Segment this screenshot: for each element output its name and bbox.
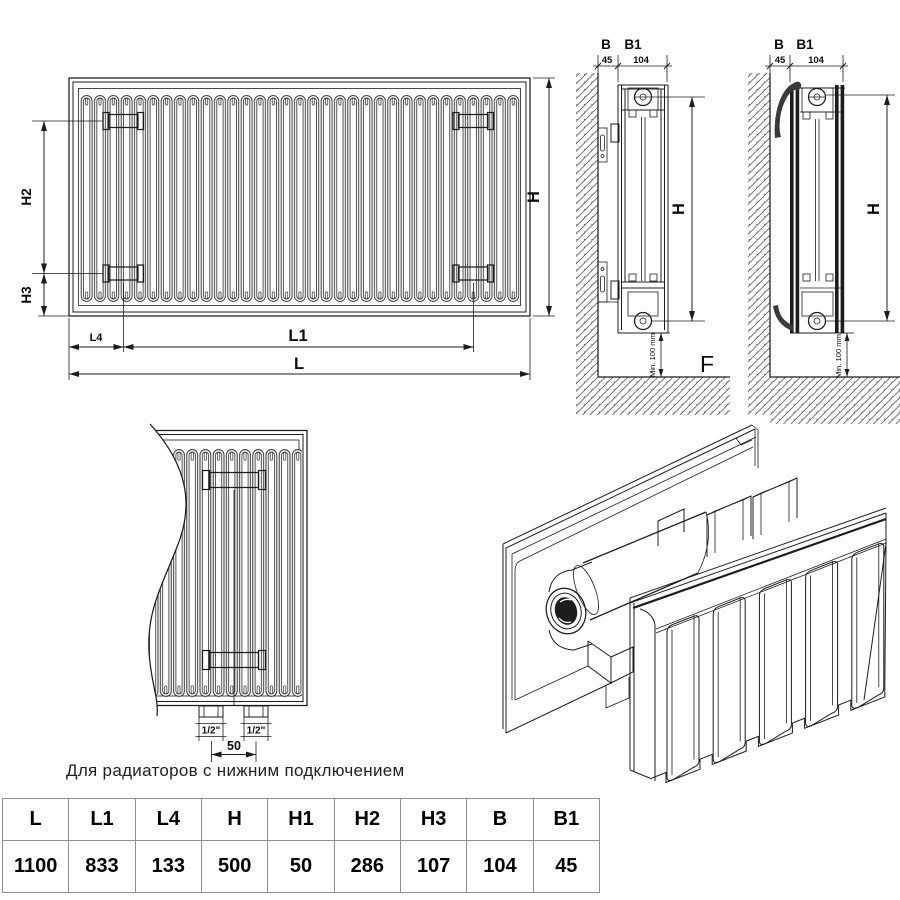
wall-hatch-2 bbox=[748, 73, 770, 415]
dim-value: 104 bbox=[467, 841, 533, 893]
dim-label-b-sv2: B bbox=[774, 37, 784, 52]
dim-label-l1: L1 bbox=[288, 327, 308, 345]
col-header: H1 bbox=[268, 799, 334, 841]
thread-size-left: 1/2" bbox=[201, 725, 221, 737]
dim-value: 286 bbox=[334, 841, 400, 893]
bottom-connection-caption: Для радиаторов с нижним подключением bbox=[66, 761, 405, 780]
threaded-port bbox=[541, 562, 592, 650]
dim-value: 500 bbox=[201, 841, 267, 893]
dim-45-sv1: 45 bbox=[601, 55, 613, 66]
side-view-2 bbox=[748, 37, 900, 424]
dim-label-h-front: H bbox=[525, 191, 543, 203]
floor-hatch bbox=[598, 377, 730, 415]
dim-value: 133 bbox=[135, 841, 201, 893]
dim-value: 1100 bbox=[3, 841, 69, 893]
lower-port-block bbox=[588, 641, 633, 708]
dim-label-h-sv1: H bbox=[670, 203, 688, 215]
wall-bracket-bottom bbox=[598, 262, 619, 302]
dim-label-l: L bbox=[293, 355, 305, 373]
dim-label-l4: L4 bbox=[89, 332, 103, 344]
bottom-connection-stubs bbox=[199, 706, 268, 717]
front-view bbox=[19, 78, 555, 380]
min-clearance-sv1: Min. 100 mm bbox=[648, 333, 657, 377]
col-header: L bbox=[3, 799, 69, 841]
col-header: H2 bbox=[334, 799, 400, 841]
table-value-row bbox=[3, 841, 600, 893]
dim-label-b1-sv2: B1 bbox=[796, 37, 814, 52]
col-header: B bbox=[467, 799, 533, 841]
dim-104-sv1: 104 bbox=[633, 55, 649, 66]
table-header-row bbox=[3, 799, 600, 841]
wall-hatch bbox=[576, 73, 598, 415]
col-header: B1 bbox=[533, 799, 599, 841]
bottom-connection-view bbox=[66, 424, 405, 780]
col-header: H3 bbox=[400, 799, 466, 841]
dim-value: 50 bbox=[268, 841, 334, 893]
dim-value: 833 bbox=[69, 841, 135, 893]
dim-label-h2: H2 bbox=[19, 188, 34, 206]
stub-spacing-label: 50 bbox=[227, 739, 241, 753]
side-view-1 bbox=[576, 37, 730, 415]
radiator-fins-partial bbox=[106, 449, 302, 697]
col-header: L4 bbox=[135, 799, 201, 841]
dim-value: 45 bbox=[533, 841, 599, 893]
dimensions-table bbox=[2, 798, 600, 893]
dim-label-b1-sv1: B1 bbox=[624, 37, 642, 52]
dim-104-sv2: 104 bbox=[808, 55, 824, 66]
dim-label-h3: H3 bbox=[19, 286, 34, 304]
thread-size-right: 1/2" bbox=[246, 725, 266, 737]
convector-channels bbox=[707, 478, 797, 557]
front-panel-corrugations bbox=[652, 543, 886, 783]
min-clearance-sv2: Min. 100 mm bbox=[834, 334, 843, 378]
floor-hatch-2 bbox=[770, 377, 900, 424]
dim-label-b-sv1: B bbox=[601, 37, 611, 52]
col-header: H bbox=[201, 799, 267, 841]
dim-45-sv2: 45 bbox=[774, 55, 786, 66]
figure-label-f: F bbox=[700, 351, 715, 377]
header-pipe bbox=[568, 509, 708, 620]
wall-bracket-top bbox=[598, 124, 619, 162]
isometric-view bbox=[503, 425, 886, 783]
dim-value: 107 bbox=[400, 841, 466, 893]
dim-label-h-sv2: H bbox=[865, 203, 883, 215]
col-header: L1 bbox=[69, 799, 135, 841]
radiator-fins bbox=[80, 95, 520, 302]
